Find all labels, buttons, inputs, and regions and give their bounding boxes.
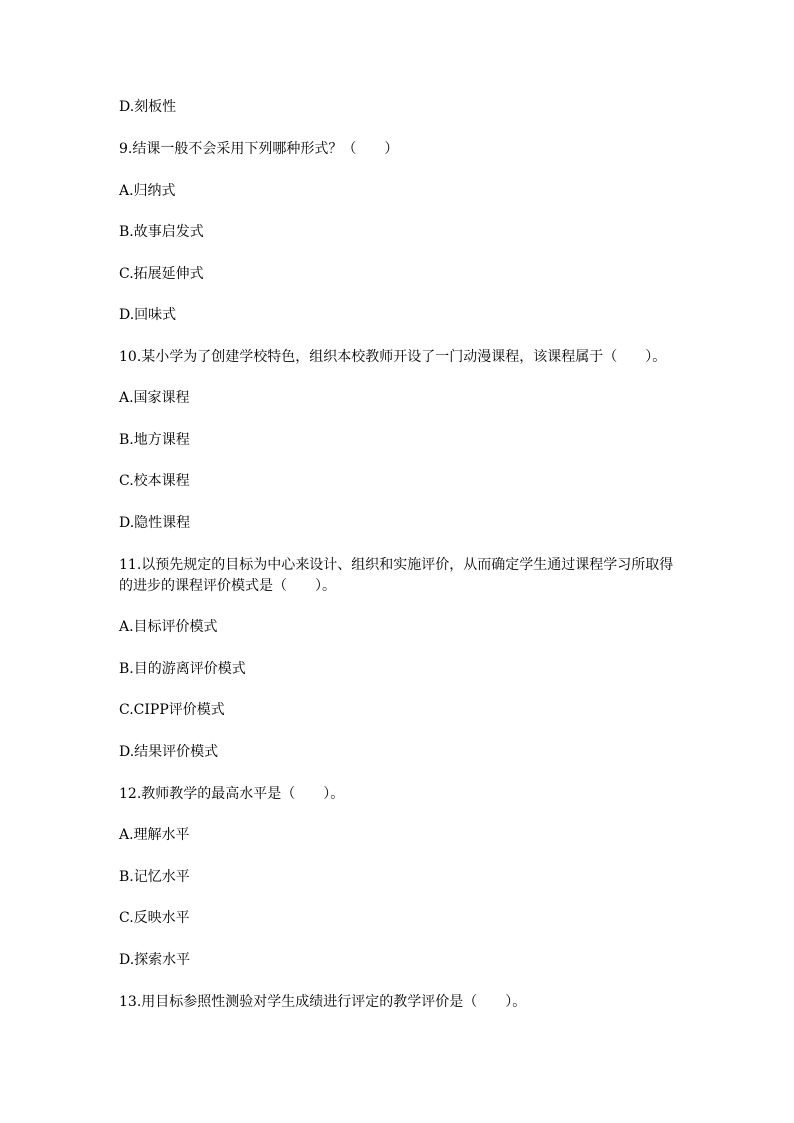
q9-option-b: B.故事启发式 — [119, 224, 204, 240]
q8-option-d: D.刻板性 — [119, 99, 177, 115]
q12-option-b: B.记忆水平 — [119, 869, 190, 885]
q12-option-c: C.反映水平 — [119, 910, 190, 926]
q9-stem: 9.结课一般不会采用下列哪种形式？（ ） — [119, 141, 399, 157]
q13-stem: 13.用目标参照性测验对学生成绩进行评定的教学评价是（ ）。 — [119, 994, 527, 1010]
q11-option-b: B.目的游离评价模式 — [119, 661, 246, 677]
q11-option-d: D.结果评价模式 — [119, 744, 219, 760]
q11-option-a: A.目标评价模式 — [119, 619, 218, 635]
q10-option-a: A.国家课程 — [119, 390, 190, 406]
q11-option-c: C.CIPP评价模式 — [119, 702, 225, 718]
q10-option-c: C.校本课程 — [119, 473, 190, 489]
q12-option-d: D.探索水平 — [119, 952, 191, 968]
q9-option-a: A.归纳式 — [119, 183, 176, 199]
q12-stem: 12.教师教学的最高水平是（ ）。 — [119, 786, 345, 802]
q11-stem-line1: 11.以预先规定的目标为中心来设计、组织和实施评价，从而确定学生通过课程学习所取得 — [119, 557, 674, 573]
q9-option-c: C.拓展延伸式 — [119, 266, 204, 282]
q10-option-b: B.地方课程 — [119, 432, 190, 448]
q11-stem-line2: 的进步的课程评价模式是（ ）。 — [119, 578, 336, 594]
q10-option-d: D.隐性课程 — [119, 515, 191, 531]
q9-option-d: D.回味式 — [119, 307, 177, 323]
q10-stem: 10.某小学为了创建学校特色，组织本校教师开设了一门动漫课程，该课程属于（ ）。 — [119, 349, 667, 365]
q12-option-a: A.理解水平 — [119, 827, 190, 843]
